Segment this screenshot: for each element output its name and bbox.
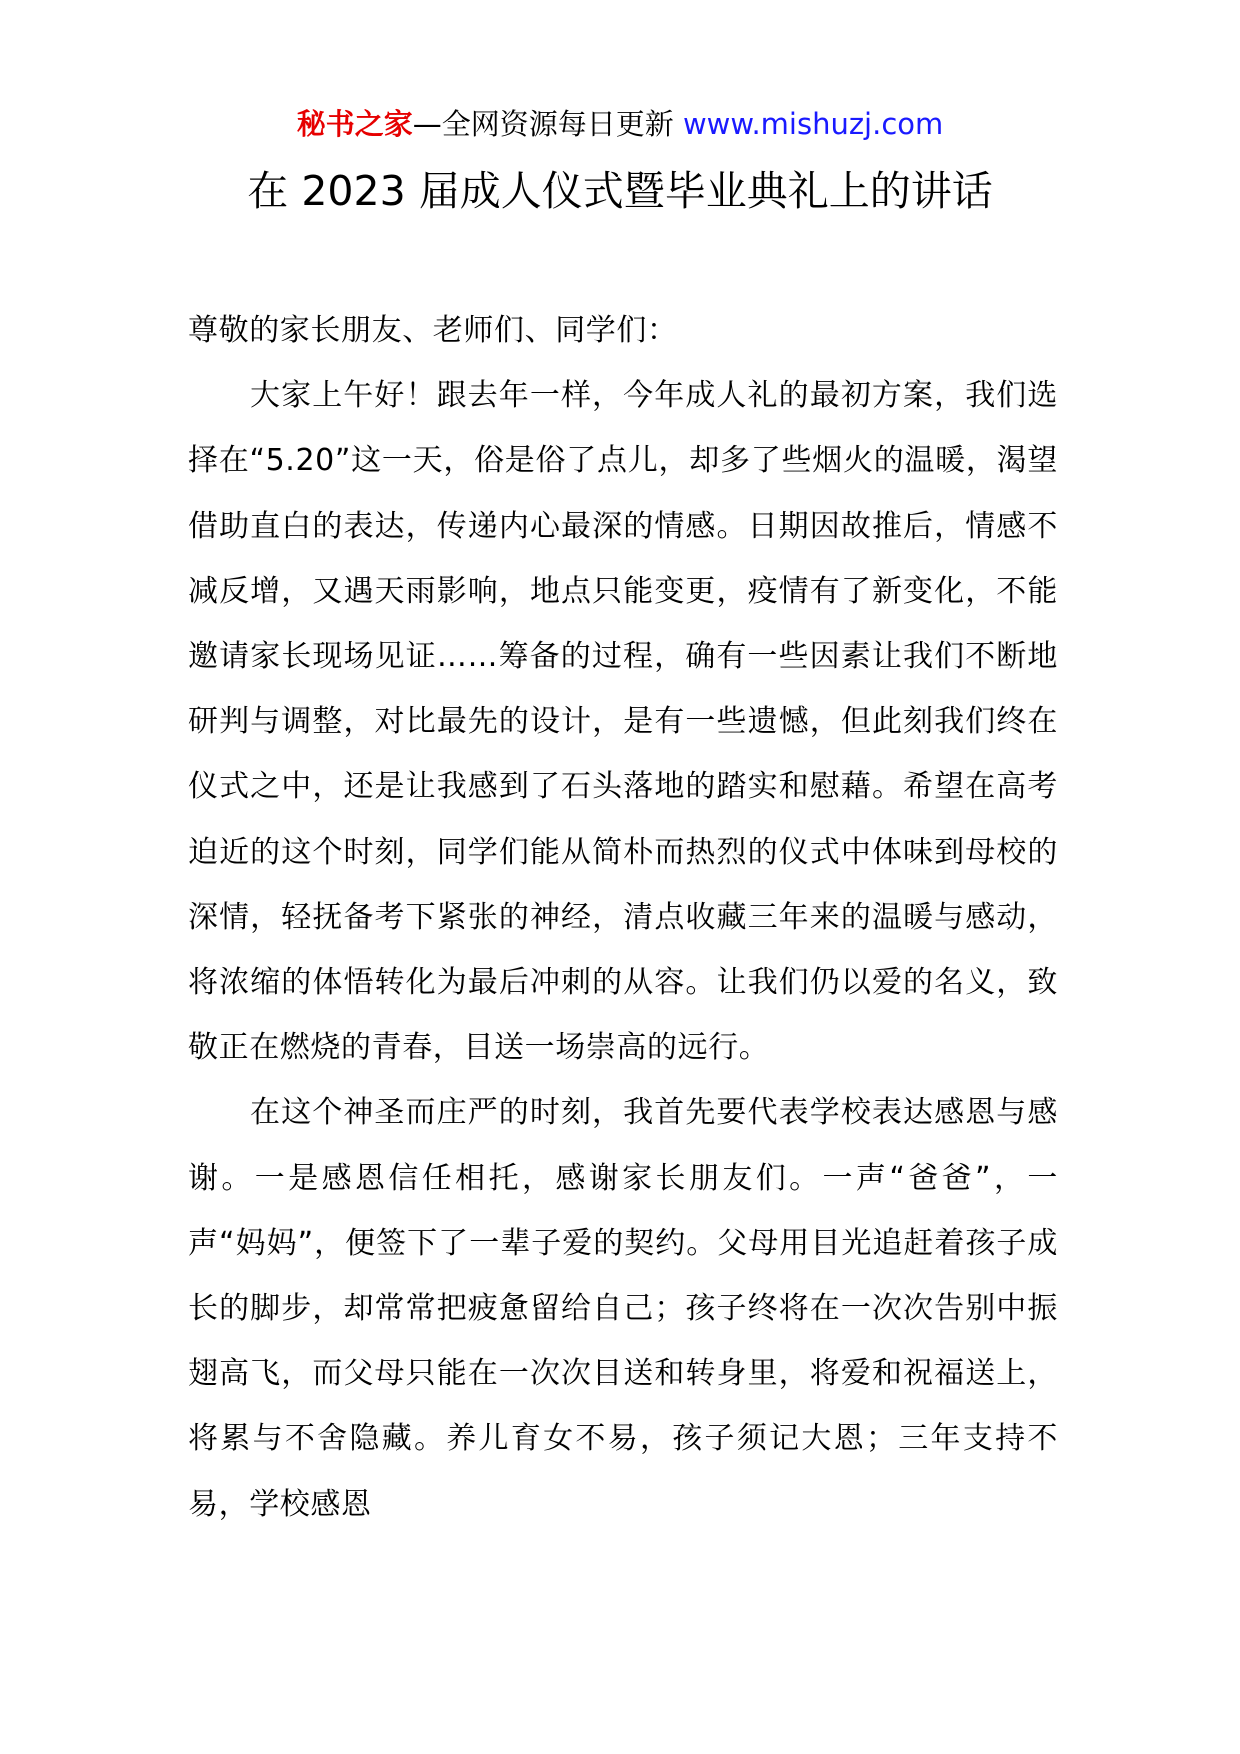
document-title: 在 2023 届成人仪式暨毕业典礼上的讲话 [247, 167, 993, 215]
paragraph: 在这个神圣而庄严的时刻，我首先要代表学校表达感恩与感谢。一是感恩信任相托，感谢家长朋友们。一声“爸爸”，一声“妈妈”，便签下了一辈子爱的契约。父母用目光追赶着孩子成长的脚步，却常常把疲惫留给自己；孩子终将在一次次告别中振翅高飞，而父母只能在一次次目送和转身里，将爱和祝福送上，将累与不舍隐藏。养儿育女不易，孩子须记大恩；三年支持不易，学校感恩 [188, 1095, 1058, 1522]
paragraph: 大家上午好！跟去年一样，今年成人礼的最初方案，我们选择在“5.20”这一天，俗是俗了点儿，却多了些烟火的温暖，渴望借助直白的表达，传递内心最深的情感。日期因故推后，情感不减反增，又遇天雨影响，地点只能变更，疫情有了新变化，不能邀请家长现场见证……筹备的过程，确有一些因素让我们不断地研判与调整，对比最先的设计，是有一些遗憾，但此刻我们终在仪式之中，还是让我感到了石头落地的踏实和慰藉。希望在高考迫近的这个时刻，同学们能从简朴而热烈的仪式中体味到母校的深情，轻抚备考下紧张的神经，清点收藏三年来的温暖与感动，将浓缩的体悟转化为最后冲刺的从容。让我们仍以爱的名义，致敬正在燃烧的青春，目送一场崇高的远行。 [188, 378, 1058, 1066]
site-header [0, 104, 1240, 144]
site-brand-name: 秘书之家 [296, 107, 413, 141]
site-url-link[interactable]: www.mishuzj.com [682, 107, 944, 141]
site-slogan: —全网资源每日更新 [412, 107, 674, 141]
document-body [188, 298, 1058, 1537]
salutation: 尊敬的家长朋友、老师们、同学们： [188, 313, 678, 348]
